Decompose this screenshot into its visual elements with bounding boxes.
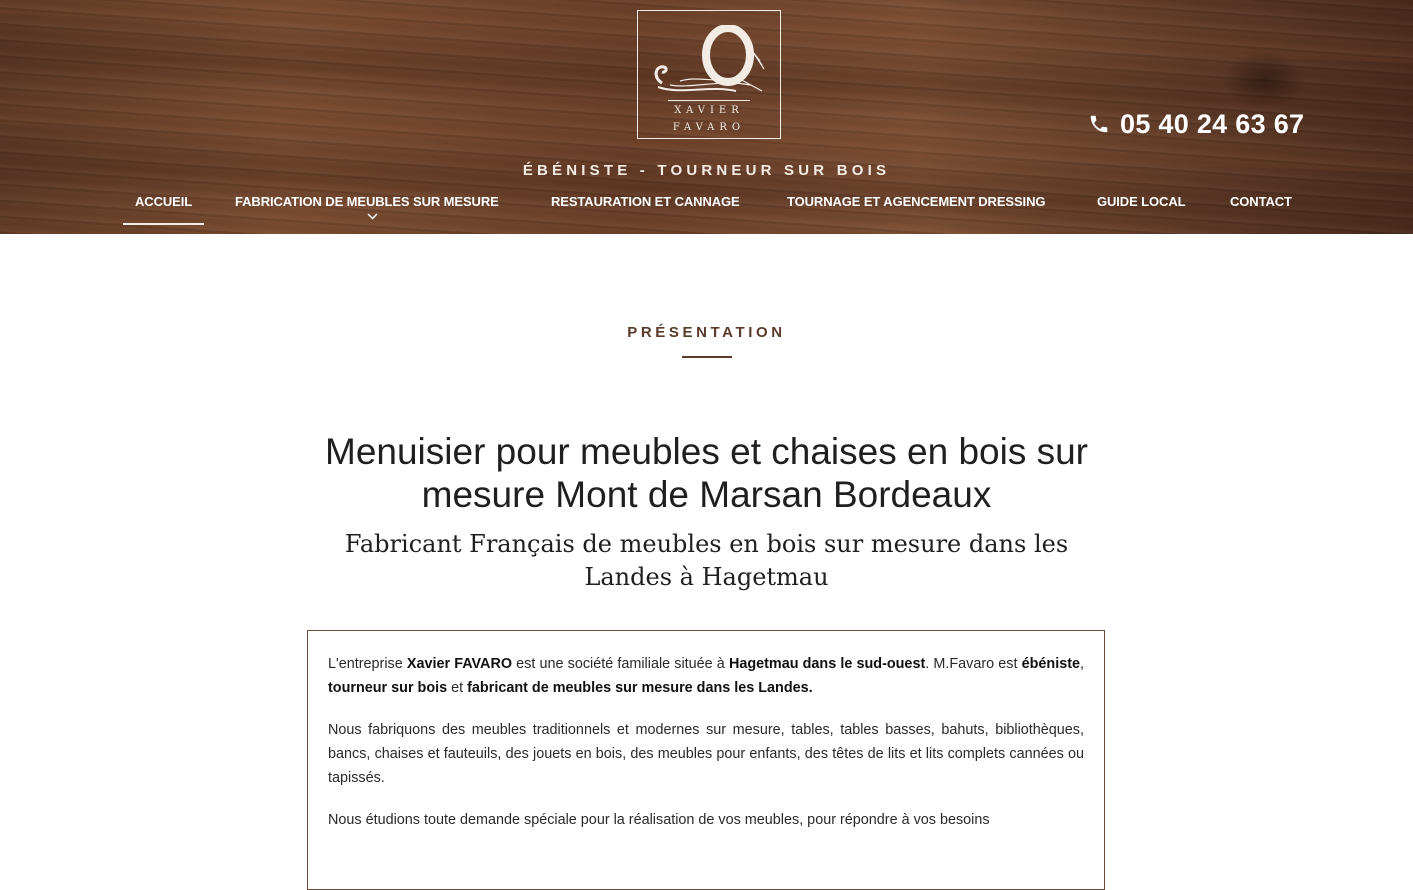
section-title: PRÉSENTATION bbox=[627, 324, 786, 341]
section-divider bbox=[682, 356, 732, 358]
phone-icon bbox=[1088, 113, 1110, 135]
nav-item-restauration[interactable]: RESTAURATION ET CANNAGE bbox=[551, 194, 740, 209]
bold-tourneur: tourneur sur bois bbox=[328, 680, 448, 696]
bold-fabricant: fabricant de meubles sur mesure dans les Landes. bbox=[467, 680, 813, 696]
tagline: ÉBÉNISTE - TOURNEUR SUR BOIS bbox=[522, 162, 891, 179]
page-title: Menuisier pour meubles et chaises en bois sur mesure Mont de Marsan Bordeaux bbox=[325, 431, 1088, 515]
text-segment: L'entreprise bbox=[328, 656, 407, 672]
logo-text-first: XAVIER bbox=[674, 105, 744, 116]
bold-ebeniste: ébéniste bbox=[1021, 656, 1080, 672]
nav-item-accueil[interactable]: ACCUEIL bbox=[135, 194, 193, 209]
paragraph-products: Nous fabriquons des meubles traditionnels et modernes sur mesure, tables, tables basses, bahuts, bibliothèques, bancs, chaises et fauteuils, des jouets en bois, des meubles pour enfants, des têtes de lits et lits complets cannées ou tapissés. bbox=[328, 722, 1084, 786]
text-segment: et bbox=[447, 680, 468, 696]
chevron-down-icon[interactable] bbox=[367, 213, 378, 220]
text-segment: est une société familiale située à bbox=[512, 656, 729, 672]
site-header bbox=[0, 0, 1413, 234]
text-segment: . M.Favaro est bbox=[925, 656, 1022, 672]
nav-item-guide-local[interactable]: GUIDE LOCAL bbox=[1097, 194, 1186, 209]
nav-item-fabrication[interactable]: FABRICATION DE MEUBLES SUR MESURE bbox=[235, 194, 499, 209]
nav-item-tournage[interactable]: TOURNAGE ET AGENCEMENT DRESSING bbox=[787, 194, 1046, 209]
bold-company-name: Xavier FAVARO bbox=[406, 656, 513, 672]
presentation-box bbox=[307, 630, 1105, 890]
phone-number: 05 40 24 63 67 bbox=[1120, 108, 1305, 139]
main-nav bbox=[0, 190, 1413, 234]
phone-link[interactable] bbox=[1088, 106, 1304, 142]
paragraph-intro bbox=[328, 652, 1084, 700]
logo[interactable] bbox=[637, 10, 781, 139]
nav-item-contact[interactable]: CONTACT bbox=[1230, 194, 1292, 209]
paragraph-special-requests: Nous étudions toute demande spéciale pour la réalisation de vos meubles, pour répondre à vos besoins bbox=[328, 812, 990, 828]
bold-location: Hagetmau dans le sud-ouest bbox=[728, 656, 926, 672]
logo-emblem-icon bbox=[650, 25, 768, 97]
page-subtitle: Fabricant Français de meubles en bois sur mesure dans les Landes à Hagetmau bbox=[344, 530, 1069, 591]
logo-divider bbox=[668, 100, 750, 101]
logo-text-last: FAVARO bbox=[672, 122, 746, 133]
text-segment: , bbox=[1080, 656, 1084, 672]
